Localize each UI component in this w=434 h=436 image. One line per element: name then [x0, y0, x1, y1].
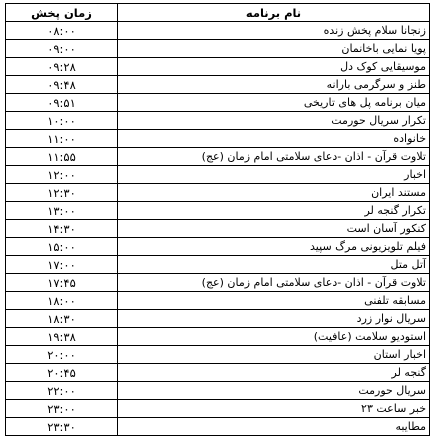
broadcast-time-cell: ۱۱:۵۵ [6, 148, 118, 166]
table-row [6, 58, 430, 76]
table-row [6, 184, 430, 202]
table-row [6, 274, 430, 292]
program-name-cell: سریال نوار زرد [118, 310, 430, 328]
table-row [6, 40, 430, 58]
table-row [6, 202, 430, 220]
table-row [6, 346, 430, 364]
broadcast-time-cell: ۱۲:۳۰ [6, 184, 118, 202]
broadcast-time-cell: ۱۳:۰۰ [6, 202, 118, 220]
broadcast-time-cell: ۲۳:۳۰ [6, 418, 118, 436]
program-name-cell: آتل متل [118, 256, 430, 274]
program-name-cell: طنز و سرگرمی بارانه [118, 76, 430, 94]
broadcast-time-cell: ۲۳:۰۰ [6, 400, 118, 418]
broadcast-time-cell: ۲۲:۰۰ [6, 382, 118, 400]
table-row [6, 238, 430, 256]
schedule-table [5, 3, 430, 436]
program-name-cell: تلاوت قرآن - اذان -دعای سلامتی امام زمان (عج) [118, 148, 430, 166]
table-row [6, 220, 430, 238]
broadcast-time-cell: ۰۹:۴۸ [6, 76, 118, 94]
program-name-cell: تکرار سریال حورمت [118, 112, 430, 130]
table-row [6, 76, 430, 94]
program-name-cell: موسیقایی کوک دل [118, 58, 430, 76]
table-row [6, 418, 430, 436]
table-row [6, 382, 430, 400]
program-name-cell: فیلم تلویزیونی مرگ سپید [118, 238, 430, 256]
broadcast-time-cell: ۱۵:۰۰ [6, 238, 118, 256]
program-name-cell: اخبار [118, 166, 430, 184]
broadcast-time-cell: ۱۷:۴۵ [6, 274, 118, 292]
broadcast-time-cell: ۱۰:۰۰ [6, 112, 118, 130]
program-name-cell: خبر ساعت ۲۳ [118, 400, 430, 418]
program-name-cell: مطایبه [118, 418, 430, 436]
broadcast-time-cell: ۱۱:۰۰ [6, 130, 118, 148]
broadcast-time-cell: ۱۷:۰۰ [6, 256, 118, 274]
broadcast-time-cell: ۱۲:۰۰ [6, 166, 118, 184]
header-broadcast-time: زمان پخش [6, 4, 118, 22]
table-row [6, 328, 430, 346]
program-name-cell: کنکور آسان است [118, 220, 430, 238]
broadcast-time-cell: ۱۸:۰۰ [6, 292, 118, 310]
broadcast-time-cell: ۰۹:۲۸ [6, 58, 118, 76]
broadcast-time-cell: ۱۴:۳۰ [6, 220, 118, 238]
header-program-name: نام برنامه [118, 4, 430, 22]
schedule-rows [6, 22, 430, 436]
broadcast-time-cell: ۰۹:۵۱ [6, 94, 118, 112]
program-name-cell: پویا نمایی باخانمان [118, 40, 430, 58]
table-row [6, 364, 430, 382]
program-name-cell: مسابقه تلفنی [118, 292, 430, 310]
broadcast-time-cell: ۱۸:۳۰ [6, 310, 118, 328]
table-row [6, 130, 430, 148]
table-row [6, 22, 430, 40]
table-row [6, 94, 430, 112]
table-row [6, 112, 430, 130]
program-name-cell: تکرار گنجه لر [118, 202, 430, 220]
program-name-cell: گنجه لر [118, 364, 430, 382]
program-name-cell: سریال حورمت [118, 382, 430, 400]
table-row [6, 256, 430, 274]
program-name-cell: اخبار استان [118, 346, 430, 364]
table-row [6, 310, 430, 328]
broadcast-time-cell: ۰۸:۰۰ [6, 22, 118, 40]
program-name-cell: خانواده [118, 130, 430, 148]
broadcast-time-cell: ۱۹:۳۸ [6, 328, 118, 346]
table-row [6, 166, 430, 184]
broadcast-time-cell: ۰۹:۰۰ [6, 40, 118, 58]
program-name-cell: زنجانا سلام پخش زنده [118, 22, 430, 40]
broadcast-time-cell: ۲۰:۴۵ [6, 364, 118, 382]
program-name-cell: مستند ایران [118, 184, 430, 202]
table-row [6, 148, 430, 166]
program-name-cell: میان برنامه پل های تاریخی [118, 94, 430, 112]
table-row [6, 292, 430, 310]
program-name-cell: تلاوت قرآن - اذان -دعای سلامتی امام زمان (عج) [118, 274, 430, 292]
program-name-cell: استودیو سلامت (عافیت) [118, 328, 430, 346]
broadcast-time-cell: ۲۰:۰۰ [6, 346, 118, 364]
table-row [6, 400, 430, 418]
header-row [6, 4, 430, 22]
